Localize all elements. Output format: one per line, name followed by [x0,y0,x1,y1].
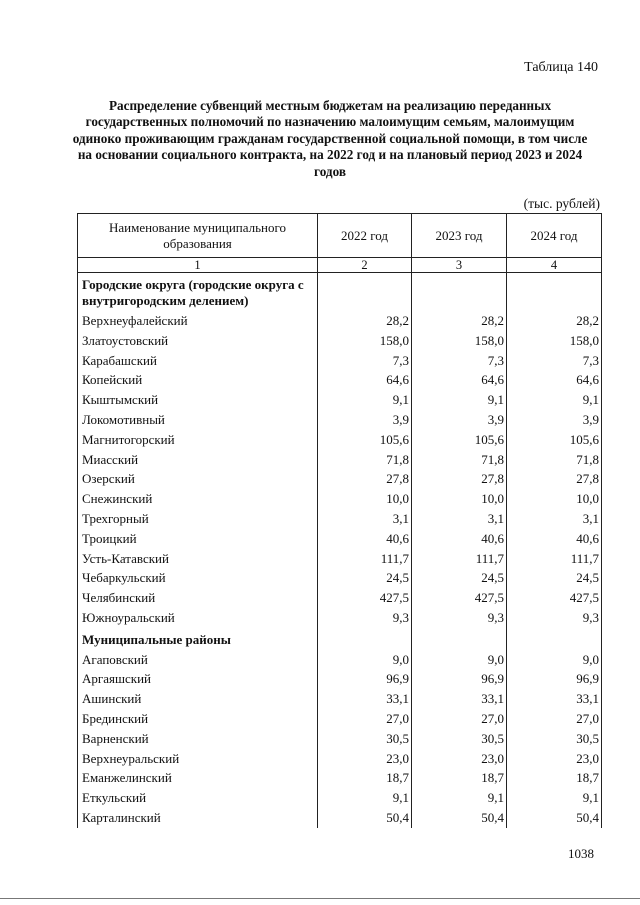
document-title: Распределение субвенций местным бюджетам на реализацию переданных государственных полномочий по назначению малоимущим семьям, малоимущим одиноко проживающим гражданам государственной социальной помощи, в том числе на основании социального контракта, на 2022 год и на плановый период 2023 и 2024 годов [72,98,588,179]
section-header-urban-districts [78,273,602,312]
value-2022: 7,3 [318,351,412,371]
value-2024: 105,6 [507,430,602,450]
municipality-name: Локомотивный [78,410,318,430]
value-2023: 9,1 [412,390,507,410]
value-2022: 9,0 [318,650,412,670]
table-row [78,650,602,670]
header-2022: 2022 год [318,214,412,258]
value-2024: 9,0 [507,650,602,670]
subvention-table [77,213,602,828]
value-2022: 9,3 [318,608,412,628]
municipality-name: Копейский [78,370,318,390]
value-2024: 9,3 [507,608,602,628]
value-2022: 9,1 [318,390,412,410]
table-row [78,469,602,489]
table-row [78,588,602,608]
table-row [78,608,602,628]
table-row [78,489,602,509]
value-2022: 3,9 [318,410,412,430]
page-number: 1038 [568,846,594,861]
value-2022: 427,5 [318,588,412,608]
value-2024: 9,1 [507,390,602,410]
municipality-name: Снежинский [78,489,318,509]
table-row [78,709,602,729]
column-number: 3 [412,258,507,273]
value-2022: 40,6 [318,529,412,549]
section-header-municipal-districts [78,628,602,650]
value-2022: 28,2 [318,311,412,331]
municipality-name: Магнитогорский [78,430,318,450]
municipality-name: Ашинский [78,689,318,709]
value-2023: 9,1 [412,788,507,808]
value-2024: 71,8 [507,450,602,470]
value-2023: 158,0 [412,331,507,351]
table-row [78,390,602,410]
municipality-name: Варненский [78,729,318,749]
table-row [78,529,602,549]
municipality-name: Еткульский [78,788,318,808]
table-row [78,410,602,430]
value-2024: 30,5 [507,729,602,749]
value-2024: 3,9 [507,410,602,430]
value-2024: 27,0 [507,709,602,729]
value-2023: 18,7 [412,768,507,788]
table-row [78,729,602,749]
value-2022: 27,8 [318,469,412,489]
table-row [78,430,602,450]
table-row [78,370,602,390]
table-row [78,351,602,371]
value-2024: 24,5 [507,568,602,588]
value-2022: 3,1 [318,509,412,529]
value-2024: 158,0 [507,331,602,351]
value-2023: 96,9 [412,669,507,689]
municipality-name: Еманжелинский [78,768,318,788]
value-2024: 427,5 [507,588,602,608]
table-row [78,568,602,588]
value-2024: 27,8 [507,469,602,489]
value-2023: 50,4 [412,808,507,828]
value-2024: 111,7 [507,549,602,569]
value-2022: 30,5 [318,729,412,749]
value-2023: 10,0 [412,489,507,509]
table-row [78,331,602,351]
value-2022: 33,1 [318,689,412,709]
page-bottom-rule [0,898,640,899]
municipality-name: Карталинский [78,808,318,828]
empty-cell [412,628,507,650]
value-2024: 3,1 [507,509,602,529]
column-number: 1 [78,258,318,273]
value-2024: 9,1 [507,788,602,808]
municipality-name: Челябинский [78,588,318,608]
section-title: Муниципальные районы [78,628,318,650]
municipality-name: Троицкий [78,529,318,549]
value-2024: 96,9 [507,669,602,689]
column-number: 2 [318,258,412,273]
value-2022: 9,1 [318,788,412,808]
header-row [78,214,602,258]
value-2023: 427,5 [412,588,507,608]
value-2023: 40,6 [412,529,507,549]
municipality-name: Верхнеуральский [78,749,318,769]
table-body [78,273,602,828]
empty-cell [318,273,412,312]
value-2023: 9,3 [412,608,507,628]
value-2023: 27,0 [412,709,507,729]
table-label: Таблица 140 [524,60,598,75]
value-2022: 105,6 [318,430,412,450]
value-2023: 71,8 [412,450,507,470]
municipality-name: Трехгорный [78,509,318,529]
value-2022: 27,0 [318,709,412,729]
value-2024: 7,3 [507,351,602,371]
value-2024: 28,2 [507,311,602,331]
empty-cell [507,628,602,650]
table-row [78,808,602,828]
municipality-name: Усть-Катавский [78,549,318,569]
table-row [78,450,602,470]
value-2023: 7,3 [412,351,507,371]
value-2022: 158,0 [318,331,412,351]
municipality-name: Карабашский [78,351,318,371]
value-2023: 111,7 [412,549,507,569]
value-2022: 18,7 [318,768,412,788]
value-2023: 3,9 [412,410,507,430]
municipality-name: Чебаркульский [78,568,318,588]
value-2024: 50,4 [507,808,602,828]
value-2023: 28,2 [412,311,507,331]
value-2023: 3,1 [412,509,507,529]
header-2023: 2023 год [412,214,507,258]
value-2023: 64,6 [412,370,507,390]
empty-cell [507,273,602,312]
section-title: Городские округа (городские округа с внутригородским делением) [78,273,318,312]
table-row [78,768,602,788]
value-2022: 71,8 [318,450,412,470]
municipality-name: Агаповский [78,650,318,670]
value-2023: 24,5 [412,568,507,588]
table-row [78,669,602,689]
empty-cell [412,273,507,312]
value-2023: 105,6 [412,430,507,450]
value-2023: 30,5 [412,729,507,749]
value-2024: 23,0 [507,749,602,769]
municipality-name: Брединский [78,709,318,729]
municipality-name: Кыштымский [78,390,318,410]
municipality-name: Южноуральский [78,608,318,628]
value-2022: 96,9 [318,669,412,689]
table-row [78,311,602,331]
municipality-name: Верхнеуфалейский [78,311,318,331]
municipality-name: Миасский [78,450,318,470]
empty-cell [318,628,412,650]
table-row [78,509,602,529]
table-row [78,689,602,709]
value-2023: 9,0 [412,650,507,670]
value-2024: 33,1 [507,689,602,709]
table-row [78,749,602,769]
value-2023: 27,8 [412,469,507,489]
table-row [78,549,602,569]
value-2024: 18,7 [507,768,602,788]
value-2022: 111,7 [318,549,412,569]
header-2024: 2024 год [507,214,602,258]
header-municipality: Наименование муниципального образования [78,214,318,258]
value-2023: 23,0 [412,749,507,769]
municipality-name: Озерский [78,469,318,489]
value-2024: 10,0 [507,489,602,509]
value-2022: 64,6 [318,370,412,390]
value-2024: 40,6 [507,529,602,549]
value-2023: 33,1 [412,689,507,709]
units-label: (тыс. рублей) [523,196,600,211]
value-2022: 50,4 [318,808,412,828]
table-row [78,788,602,808]
municipality-name: Аргаяшский [78,669,318,689]
value-2022: 10,0 [318,489,412,509]
value-2022: 24,5 [318,568,412,588]
value-2024: 64,6 [507,370,602,390]
column-number: 4 [507,258,602,273]
column-number-row [78,258,602,273]
municipality-name: Златоустовский [78,331,318,351]
value-2022: 23,0 [318,749,412,769]
